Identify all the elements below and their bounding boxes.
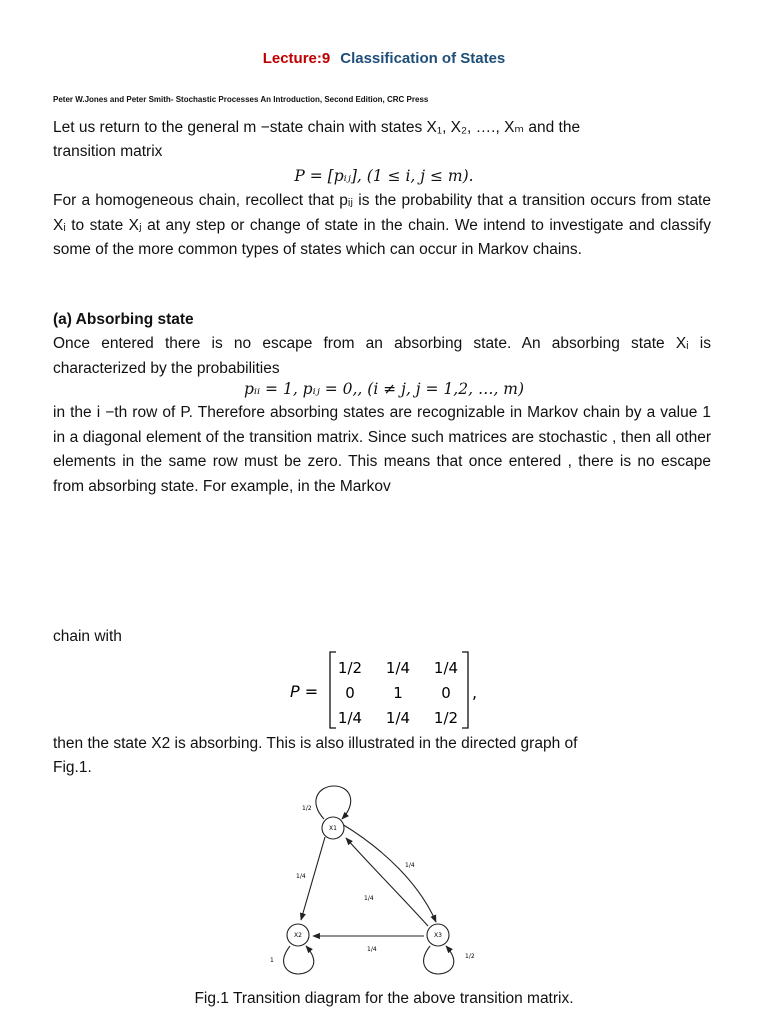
matrix-left-bracket — [330, 652, 336, 728]
x1-self-loop — [316, 786, 351, 819]
intro-paragraph: For a homogeneous chain, recollect that pᵢⱼ is the probability that a transition occurs from state Xᵢ to state Xⱼ at any step or change of state in the chain. We intend to investigate and classify some of the more common types of states which can occur in Markov chains. — [53, 192, 711, 258]
matrix-right-bracket — [462, 652, 468, 728]
after-matrix-line-1: then the state X2 is absorbing. This is also illustrated in the directed graph of — [53, 735, 578, 752]
intro-line-1: Let us return to the general m −state chain with states X₁, X₂, …., Xₘ and the — [53, 119, 581, 136]
matrix-cell: 1/2 — [337, 659, 363, 677]
edge-x1-x3 — [342, 824, 436, 922]
absorbing-paragraph-2: in the i −th row of P. Therefore absorbing states are recognizable in Markov chain by a value 1 in a diagonal element of the transition matrix. Since such matrices are stochastic , then all other elements in the same row must be zero. This means that once entered , there is no escape from absorbing state. For example, in the Markov — [53, 404, 711, 495]
absorbing-state-heading: (a) Absorbing state — [53, 311, 194, 328]
matrix-cell: 1/2 — [433, 709, 459, 727]
lecture-number: Lecture:9 — [262, 50, 331, 67]
transition-diagram — [250, 780, 510, 980]
edge-x3-x1 — [346, 838, 428, 926]
after-matrix-line-2: Fig.1. — [53, 759, 92, 776]
lecture-title: Classification of States — [340, 50, 506, 67]
intro-line-2: transition matrix — [53, 143, 163, 160]
node-x2-label: X2 — [294, 932, 302, 939]
chain-with-text: chain with — [53, 628, 122, 645]
label-x1-loop: 1/2 — [302, 805, 312, 812]
transition-matrix-equation: P = [pᵢⱼ], (1 ≤ i, j ≤ m). — [294, 167, 474, 185]
label-x2-loop: 1 — [270, 957, 274, 964]
matrix-cell: 1 — [393, 684, 403, 702]
matrix-label: P = — [290, 682, 319, 701]
matrix-cell: 1/4 — [337, 709, 363, 727]
node-x1-label: X1 — [329, 825, 337, 832]
x3-self-loop — [424, 946, 454, 974]
node-x3-label: X3 — [434, 932, 442, 939]
label-x3-x2: 1/4 — [367, 946, 377, 953]
label-x3-loop: 1/2 — [465, 953, 475, 960]
x2-self-loop — [284, 946, 314, 974]
absorbing-paragraph-1: Once entered there is no escape from an absorbing state. An absorbing state Xᵢ is characterized by the probabilities — [53, 335, 711, 377]
label-x3-x1: 1/4 — [364, 895, 374, 902]
figure-caption: Fig.1 Transition diagram for the above transition matrix. — [194, 990, 574, 1007]
absorbing-equation: pᵢᵢ = 1, pᵢⱼ = 0,, (i ≠ j, j = 1,2, …, m) — [243, 380, 525, 398]
matrix-cell: 0 — [345, 684, 355, 702]
matrix-cell: 1/4 — [385, 709, 411, 727]
label-x1-x3: 1/4 — [405, 862, 415, 869]
example-matrix — [0, 648, 768, 732]
matrix-svg — [0, 648, 768, 732]
matrix-cell: 1/4 — [433, 659, 459, 677]
matrix-cell: 0 — [441, 684, 451, 702]
matrix-cell: 1/4 — [385, 659, 411, 677]
label-x1-x2: 1/4 — [296, 873, 306, 880]
matrix-comma: , — [472, 683, 478, 702]
page-title — [0, 50, 768, 67]
reference-line: Peter W.Jones and Peter Smith- Stochastic Processes An Introduction, Second Edition, CRC Press — [53, 95, 429, 104]
